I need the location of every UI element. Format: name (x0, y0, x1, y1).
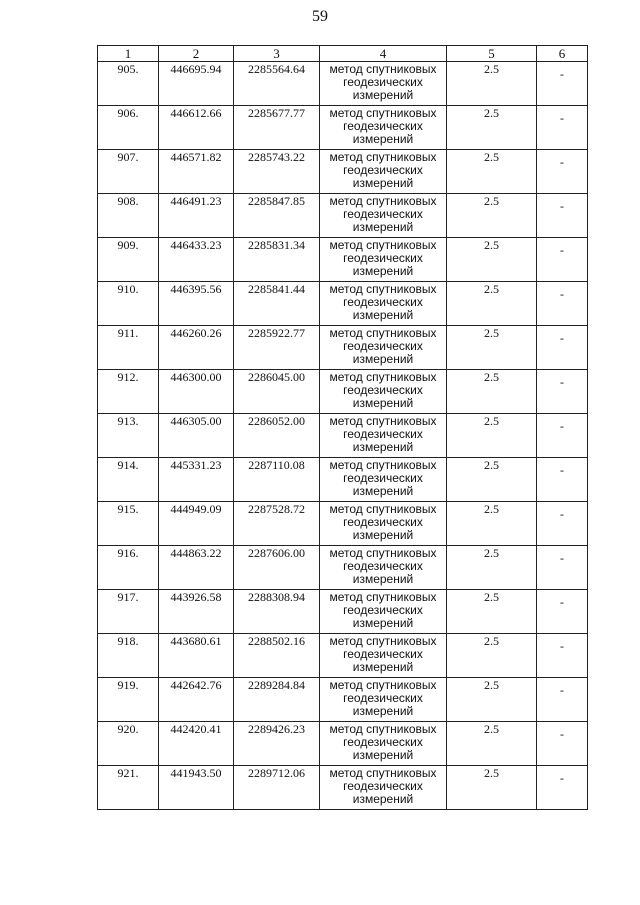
note-cell (537, 238, 588, 282)
method-cell: метод спутниковых геодезических измерений (320, 106, 447, 150)
method-cell: метод спутниковых геодезических измерений (320, 722, 447, 766)
point-number-cell: 917. (98, 590, 159, 634)
note-value: - (560, 639, 564, 653)
x-coordinate-cell: 446300.00 (159, 370, 234, 414)
x-coordinate-cell: 444949.09 (159, 502, 234, 546)
point-number-cell: 911. (98, 326, 159, 370)
note-value: - (560, 419, 564, 433)
table-row (98, 766, 588, 810)
table-row (98, 194, 588, 238)
table-row (98, 722, 588, 766)
y-coordinate-cell: 2288502.16 (234, 634, 320, 678)
y-coordinate-cell: 2285743.22 (234, 150, 320, 194)
x-coordinate-cell: 446571.82 (159, 150, 234, 194)
coordinates-table (97, 45, 588, 810)
x-coordinate-cell: 441943.50 (159, 766, 234, 810)
y-coordinate-cell: 2289712.06 (234, 766, 320, 810)
note-value: - (560, 463, 564, 477)
y-coordinate-cell: 2285847.85 (234, 194, 320, 238)
note-cell (537, 766, 588, 810)
note-value: - (560, 243, 564, 257)
x-coordinate-cell: 446612.66 (159, 106, 234, 150)
method-cell: метод спутниковых геодезических измерений (320, 502, 447, 546)
x-coordinate-cell: 444863.22 (159, 546, 234, 590)
note-value: - (560, 331, 564, 345)
note-cell (537, 194, 588, 238)
table-row (98, 546, 588, 590)
note-value: - (560, 727, 564, 741)
method-cell: метод спутниковых геодезических измерений (320, 590, 447, 634)
method-cell: метод спутниковых геодезических измерений (320, 194, 447, 238)
table-row (98, 326, 588, 370)
column-header-6: 6 (537, 46, 588, 62)
note-value: - (560, 683, 564, 697)
table-row (98, 634, 588, 678)
x-coordinate-cell: 443680.61 (159, 634, 234, 678)
note-value: - (560, 375, 564, 389)
y-coordinate-cell: 2289426.23 (234, 722, 320, 766)
method-cell: метод спутниковых геодезических измерений (320, 62, 447, 106)
x-coordinate-cell: 446305.00 (159, 414, 234, 458)
point-number-cell: 920. (98, 722, 159, 766)
note-value: - (560, 771, 564, 785)
table-row (98, 62, 588, 106)
accuracy-cell: 2.5 (447, 238, 537, 282)
x-coordinate-cell: 442642.76 (159, 678, 234, 722)
note-value: - (560, 67, 564, 81)
point-number-cell: 909. (98, 238, 159, 282)
method-cell: метод спутниковых геодезических измерений (320, 414, 447, 458)
note-cell (537, 458, 588, 502)
note-cell (537, 414, 588, 458)
x-coordinate-cell: 442420.41 (159, 722, 234, 766)
y-coordinate-cell: 2287110.08 (234, 458, 320, 502)
point-number-cell: 919. (98, 678, 159, 722)
method-cell: метод спутниковых геодезических измерений (320, 458, 447, 502)
table-body (98, 62, 588, 810)
table-row (98, 458, 588, 502)
table-row (98, 502, 588, 546)
table-header (98, 46, 588, 62)
point-number-cell: 913. (98, 414, 159, 458)
method-cell: метод спутниковых геодезических измерений (320, 238, 447, 282)
note-value: - (560, 199, 564, 213)
accuracy-cell: 2.5 (447, 62, 537, 106)
accuracy-cell: 2.5 (447, 722, 537, 766)
y-coordinate-cell: 2286052.00 (234, 414, 320, 458)
point-number-cell: 912. (98, 370, 159, 414)
point-number-cell: 910. (98, 282, 159, 326)
point-number-cell: 916. (98, 546, 159, 590)
method-cell: метод спутниковых геодезических измерений (320, 634, 447, 678)
note-cell (537, 546, 588, 590)
note-value: - (560, 551, 564, 565)
method-cell: метод спутниковых геодезических измерений (320, 766, 447, 810)
note-cell (537, 590, 588, 634)
accuracy-cell: 2.5 (447, 678, 537, 722)
method-cell: метод спутниковых геодезических измерений (320, 370, 447, 414)
accuracy-cell: 2.5 (447, 326, 537, 370)
method-cell: метод спутниковых геодезических измерений (320, 678, 447, 722)
note-cell (537, 634, 588, 678)
x-coordinate-cell: 446695.94 (159, 62, 234, 106)
table-row (98, 678, 588, 722)
page-number: 59 (312, 8, 328, 25)
x-coordinate-cell: 445331.23 (159, 458, 234, 502)
x-coordinate-cell: 446433.23 (159, 238, 234, 282)
x-coordinate-cell: 446395.56 (159, 282, 234, 326)
y-coordinate-cell: 2285922.77 (234, 326, 320, 370)
point-number-cell: 914. (98, 458, 159, 502)
y-coordinate-cell: 2285841.44 (234, 282, 320, 326)
method-cell: метод спутниковых геодезических измерений (320, 150, 447, 194)
header-row (98, 46, 588, 62)
column-header-4: 4 (320, 46, 447, 62)
note-value: - (560, 155, 564, 169)
table-row (98, 282, 588, 326)
note-cell (537, 106, 588, 150)
accuracy-cell: 2.5 (447, 546, 537, 590)
accuracy-cell: 2.5 (447, 106, 537, 150)
accuracy-cell: 2.5 (447, 502, 537, 546)
column-header-5: 5 (447, 46, 537, 62)
column-header-1: 1 (98, 46, 159, 62)
note-cell (537, 282, 588, 326)
method-cell: метод спутниковых геодезических измерений (320, 282, 447, 326)
accuracy-cell: 2.5 (447, 282, 537, 326)
note-cell (537, 370, 588, 414)
method-cell: метод спутниковых геодезических измерений (320, 546, 447, 590)
point-number-cell: 906. (98, 106, 159, 150)
accuracy-cell: 2.5 (447, 458, 537, 502)
table-row (98, 106, 588, 150)
table-row (98, 238, 588, 282)
note-value: - (560, 507, 564, 521)
accuracy-cell: 2.5 (447, 194, 537, 238)
note-value: - (560, 595, 564, 609)
table-row (98, 370, 588, 414)
accuracy-cell: 2.5 (447, 370, 537, 414)
table-row (98, 590, 588, 634)
y-coordinate-cell: 2285677.77 (234, 106, 320, 150)
y-coordinate-cell: 2289284.84 (234, 678, 320, 722)
accuracy-cell: 2.5 (447, 590, 537, 634)
note-cell (537, 502, 588, 546)
column-header-3: 3 (234, 46, 320, 62)
x-coordinate-cell: 446491.23 (159, 194, 234, 238)
point-number-cell: 918. (98, 634, 159, 678)
x-coordinate-cell: 446260.26 (159, 326, 234, 370)
table-row (98, 150, 588, 194)
point-number-cell: 915. (98, 502, 159, 546)
note-value: - (560, 287, 564, 301)
y-coordinate-cell: 2288308.94 (234, 590, 320, 634)
y-coordinate-cell: 2285564.64 (234, 62, 320, 106)
note-cell (537, 150, 588, 194)
y-coordinate-cell: 2287528.72 (234, 502, 320, 546)
y-coordinate-cell: 2285831.34 (234, 238, 320, 282)
point-number-cell: 905. (98, 62, 159, 106)
column-header-2: 2 (159, 46, 234, 62)
accuracy-cell: 2.5 (447, 150, 537, 194)
accuracy-cell: 2.5 (447, 766, 537, 810)
note-cell (537, 678, 588, 722)
method-cell: метод спутниковых геодезических измерений (320, 326, 447, 370)
note-cell (537, 326, 588, 370)
point-number-cell: 921. (98, 766, 159, 810)
table-row (98, 414, 588, 458)
point-number-cell: 908. (98, 194, 159, 238)
accuracy-cell: 2.5 (447, 414, 537, 458)
x-coordinate-cell: 443926.58 (159, 590, 234, 634)
y-coordinate-cell: 2286045.00 (234, 370, 320, 414)
note-cell (537, 722, 588, 766)
y-coordinate-cell: 2287606.00 (234, 546, 320, 590)
note-cell (537, 62, 588, 106)
point-number-cell: 907. (98, 150, 159, 194)
note-value: - (560, 111, 564, 125)
accuracy-cell: 2.5 (447, 634, 537, 678)
